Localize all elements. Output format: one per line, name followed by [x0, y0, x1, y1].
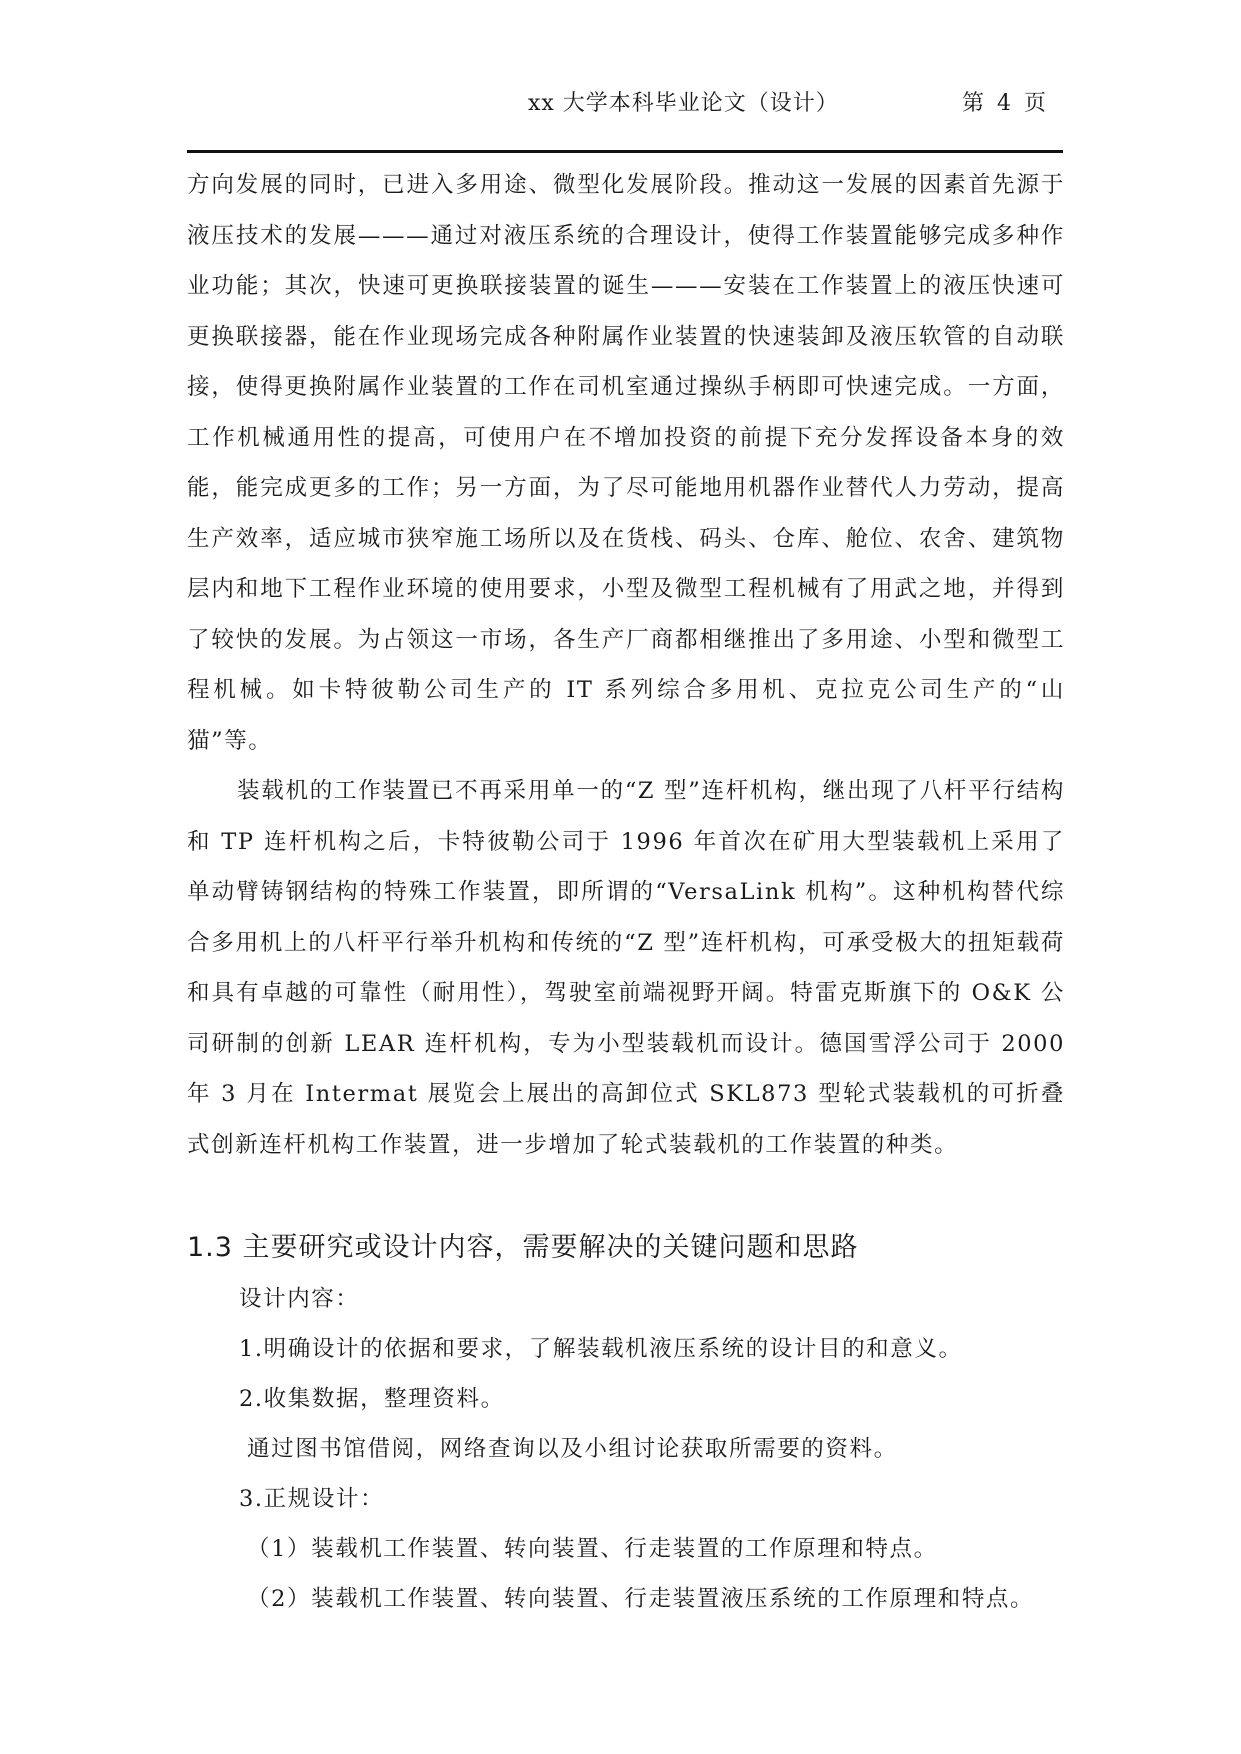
- list-subitem-2: （2）装载机工作装置、转向装置、行走装置液压系统的工作原理和特点。: [247, 1586, 1035, 1612]
- body-paragraph-2: 装载机的工作装置已不再采用单一的“Z 型”连杆机构，继出现了八杆平行结构和 TP 连杆机构之后，卡特彼勒公司于 1996 年首次在矿用大型装载机上采用了单动臂铸钢结构的特殊工作装置，即所谓的“VersaLink 机构”。这种机构替代综合多用机上的八杆平行举升机构和传统的“Z 型”连杆机构，可承受极大的扭矩载荷和具有卓越的可靠性（耐用性），驾驶室前端视野开阔。特雷克斯旗下的 O&K 公司研制的创新 LEAR 连杆机构，专为小型装载机而设计。德国雪浮公司于 2000 年 3 月在 Intermat 展览会上展出的高卸位式 SKL873 型轮式装载机的可折叠式创新连杆机构工作装置，进一步增加了轮式装载机的工作装置的种类。: [187, 778, 1065, 1158]
- design-content-label: 设计内容：: [239, 1286, 360, 1312]
- page-header: [0, 86, 1241, 116]
- list-subitem-1: （1）装载机工作装置、转向装置、行走装置的工作原理和特点。: [247, 1536, 938, 1562]
- page-content: [187, 160, 1065, 1624]
- list-item-2: 2.收集数据，整理资料。: [239, 1386, 505, 1412]
- section-heading: 1.3 主要研究或设计内容，需要解决的关键问题和思路: [187, 1232, 859, 1263]
- header-divider: [187, 150, 1063, 153]
- header-title: xx 大学本科毕业论文（设计）: [528, 91, 839, 116]
- header-page-number: 第 4 页: [962, 91, 1046, 116]
- body-paragraph-1: 方向发展的同时，已进入多用途、微型化发展阶段。推动这一发展的因素首先源于液压技术的发展———通过对液压系统的合理设计，使得工作装置能够完成多种作业功能；其次，快速可更换联接装置的诞生———安装在工作装置上的液压快速可更换联接器，能在作业现场完成各种附属作业装置的快速装卸及液压软管的自动联接，使得更换附属作业装置的工作在司机室通过操纵手柄即可快速完成。一方面，工作机械通用性的提高，可使用户在不增加投资的前提下充分发挥设备本身的效能，能完成更多的工作；另一方面，为了尽可能地用机器作业替代人力劳动，提高生产效率，适应城市狭窄施工场所以及在货栈、码头、仓库、舱位、农舍、建筑物层内和地下工程作业环境的使用要求，小型及微型工程机械有了用武之地，并得到了较快的发展。为占领这一市场，各生产厂商都相继推出了多用途、小型和微型工程机械。如卡特彼勒公司生产的 IT 系列综合多用机、克拉克公司生产的“山猫”等。: [187, 172, 1065, 754]
- list-item-1: 1.明确设计的依据和要求，了解装载机液压系统的设计目的和意义。: [239, 1336, 963, 1362]
- list-item-3: 3.正规设计：: [239, 1486, 385, 1512]
- list-item-2-detail: 通过图书馆借阅，网络查询以及小组讨论获取所需要的资料。: [247, 1436, 898, 1462]
